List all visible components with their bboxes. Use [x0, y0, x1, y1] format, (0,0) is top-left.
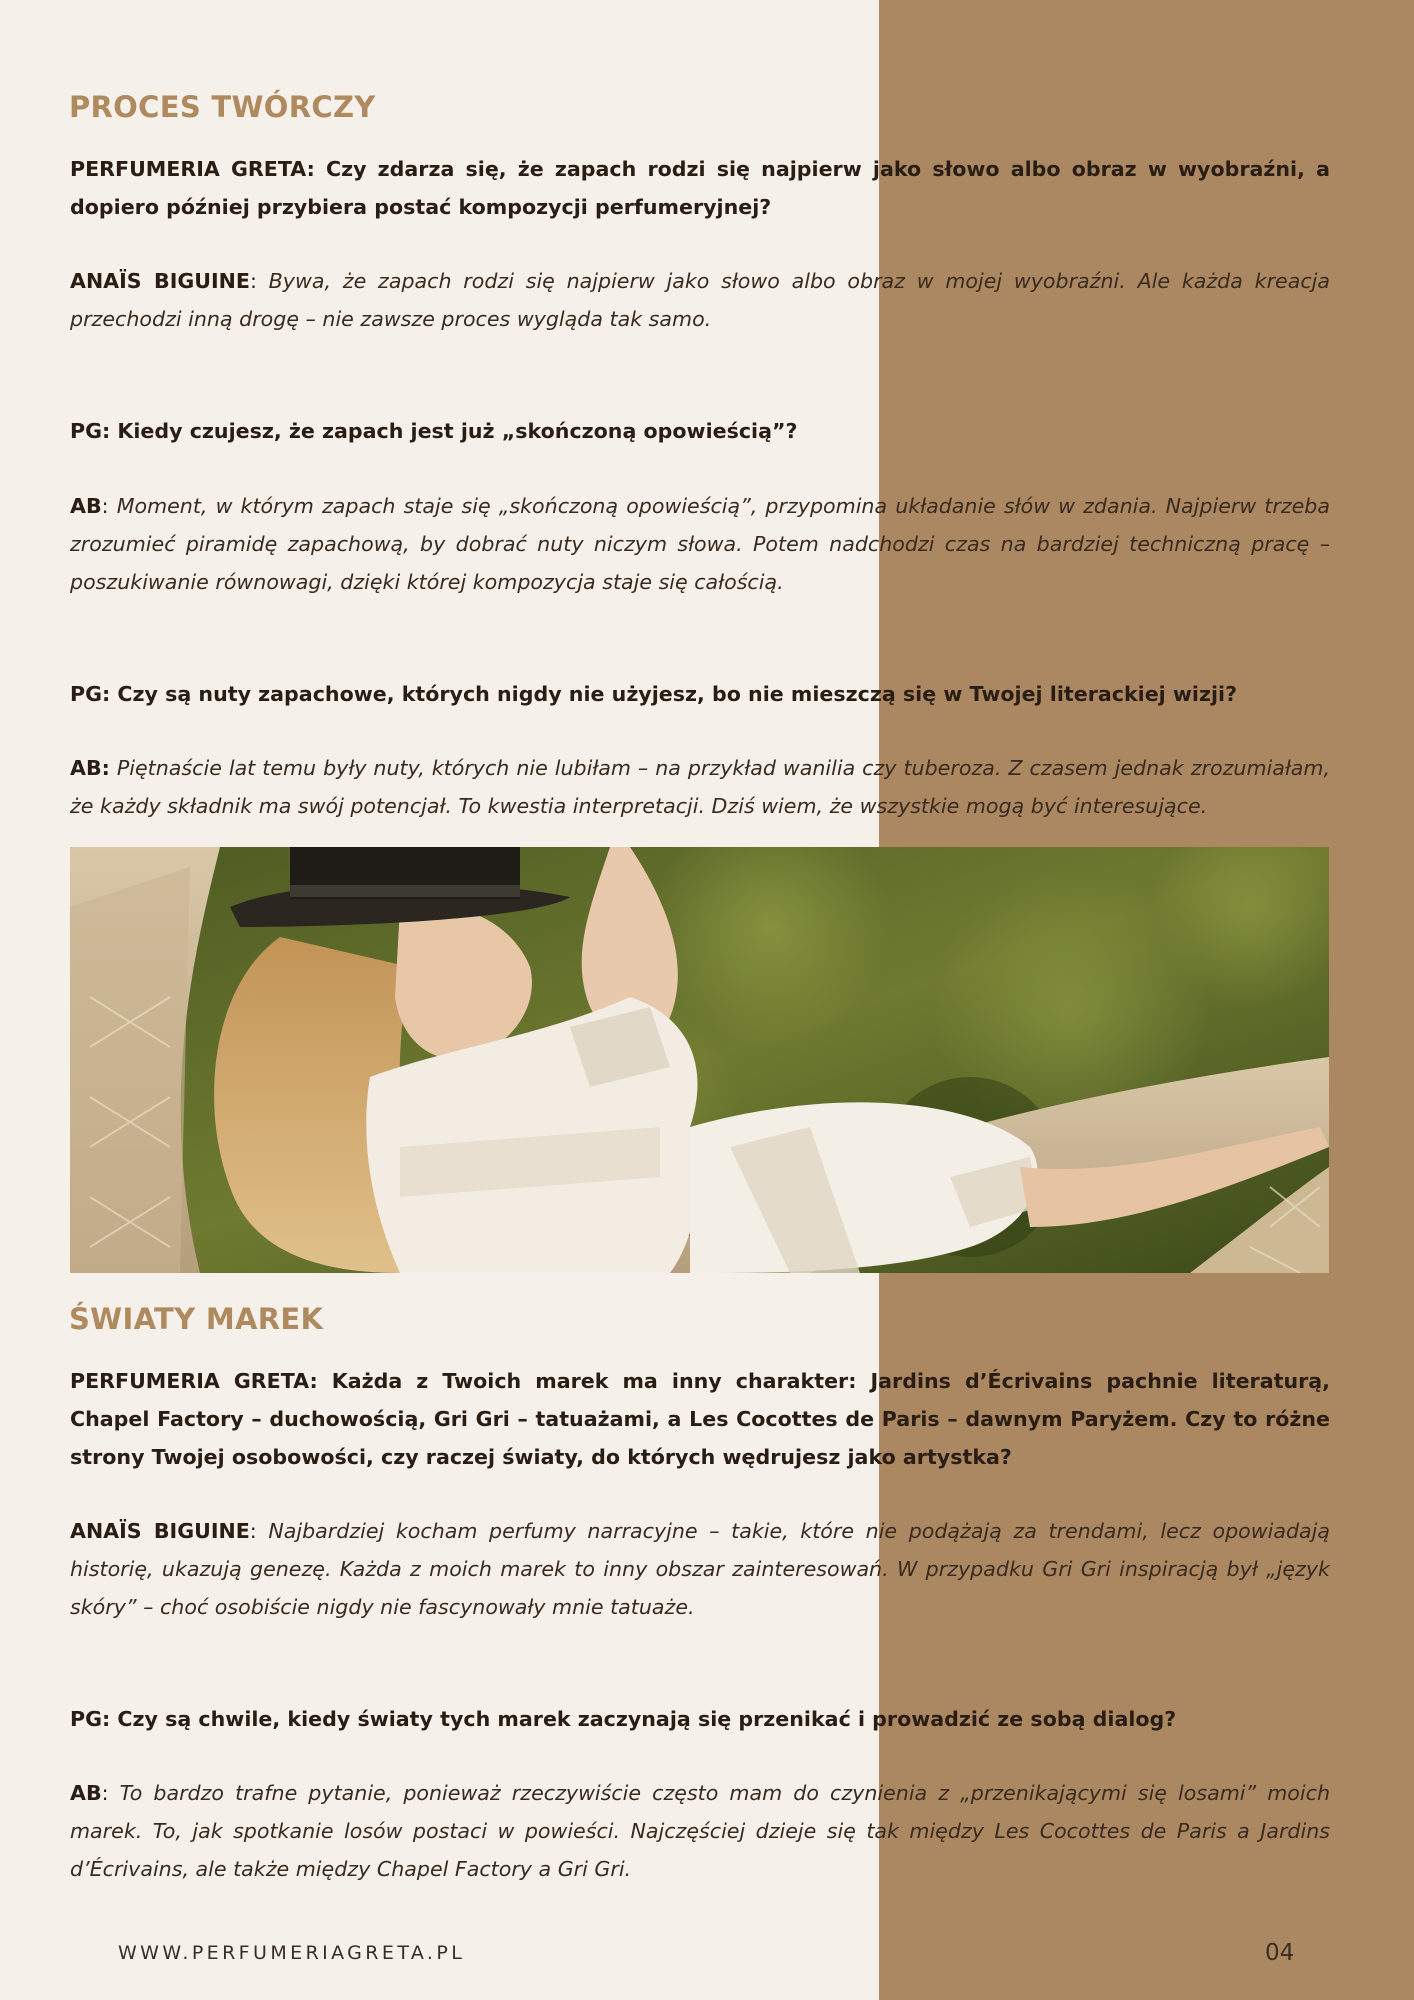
- section-heading-brand-worlds: ŚWIATY MAREK: [69, 1302, 324, 1336]
- answer-5: AB: To bardzo trafne pytanie, ponieważ rzeczywiście często mam do czynienia z „przenikającymi się losami” moich marek. To, jak spotkanie losów postaci w powieści. Najczęściej dzieje się tak między Les Cocottes de Paris a Jardins d’Écrivains, ale także między Chapel Factory a Gri Gri.: [70, 1781, 1330, 1881]
- answer-4: ANAÏS BIGUINE: Najbardziej kocham perfumy narracyjne – takie, które nie podążają za trendami, lecz opowiadają historię, ukazują genezę. Każda z moich marek to inny obszar zainteresowań. W przypadku Gri Gri inspiracją był „język skóry” – choć osobiście nigdy nie fascynowały mnie tatuaże.: [70, 1519, 1330, 1619]
- answer-2: AB: Moment, w którym zapach staje się „skończoną opowieścią”, przypomina układanie słów w zdania. Najpierw trzeba zrozumieć piramidę zapachową, by dobrać nuty niczym słowa. Potem nadchodzi czas na bardziej techniczną pracę – poszukiwanie równowagi, dzięki której kompozycja staje się całością.: [70, 494, 1330, 594]
- section-heading-creative-process: PROCES TWÓRCZY: [69, 90, 376, 124]
- answer-text: Moment, w którym zapach staje się „skończoną opowieścią”, przypomina układanie słów w zdania. Najpierw trzeba zrozumieć piramidę zapachową, by dobrać nuty niczym słowa. Potem nadchodzi czas na bardziej techniczną pracę – poszukiwanie równowagi, dzięki której kompozycja staje się całością.: [70, 494, 1330, 594]
- answer-text: Bywa, że zapach rodzi się najpierw jako słowo albo obraz w mojej wyobraźni. Ale każda kreacja przechodzi inną drogę – nie zawsze proces wygląda tak samo.: [70, 269, 1330, 331]
- answer-3: [70, 749, 1330, 825]
- answer-speaker: AB:: [70, 756, 110, 780]
- answer-speaker: AB: [70, 1781, 102, 1805]
- photo-illustration: [70, 847, 1329, 1273]
- photo-woman-in-hammock: [70, 847, 1329, 1273]
- answer-text: Najbardziej kocham perfumy narracyjne – takie, które nie podążają za trendami, lecz opowiadają historię, ukazują genezę. Każda z moich marek to inny obszar zainteresowań. W przypadku Gri Gri inspiracją był „język skóry” – choć osobiście nigdy nie fascynowały mnie tatuaże.: [70, 1519, 1330, 1619]
- answer-speaker: AB: [70, 494, 102, 518]
- answer-speaker: ANAÏS BIGUINE: [70, 269, 250, 293]
- footer-website-url: WWW.PERFUMERIAGRETA.PL: [118, 1942, 466, 1964]
- answer-speaker: ANAÏS BIGUINE: [70, 1519, 250, 1543]
- answer-text: Piętnaście lat temu były nuty, których nie lubiłam – na przykład wanilia czy tuberoza. Z czasem jednak zrozumiałam, że każdy składnik ma swój potencjał. To kwestia interpretacji. Dziś wiem, że wszystkie mogą być interesujące.: [70, 756, 1330, 818]
- question-1: PERFUMERIA GRETA: Czy zdarza się, że zapach rodzi się najpierw jako słowo albo obraz w wyobraźni, a dopiero później przybiera postać kompozycji perfumeryjnej?: [70, 157, 1330, 219]
- page-number: 04: [1265, 1940, 1295, 1966]
- question-4: PERFUMERIA GRETA: Każda z Twoich marek ma inny charakter: Jardins d’Écrivains pachnie literaturą, Chapel Factory – duchowością, Gri Gri – tatuażami, a Les Cocottes de Paris – dawnym Paryżem. Czy to różne strony Twojej osobowości, czy raczej światy, do których wędrujesz jako artystka?: [70, 1369, 1330, 1469]
- question-2: PG: Kiedy czujesz, że zapach jest już „skończoną opowieścią”?: [70, 419, 798, 443]
- question-5: PG: Czy są chwile, kiedy światy tych marek zaczynają się przenikać i prowadzić ze sobą dialog?: [70, 1707, 1177, 1731]
- answer-text: To bardzo trafne pytanie, ponieważ rzeczywiście często mam do czynienia z „przenikającymi się losami” moich marek. To, jak spotkanie losów postaci w powieści. Najczęściej dzieje się tak między Les Cocottes de Paris a Jardins d’Écrivains, ale także między Chapel Factory a Gri Gri.: [70, 1781, 1330, 1881]
- question-3: PG: Czy są nuty zapachowe, których nigdy nie użyjesz, bo nie mieszczą się w Twojej literackiej wizji?: [70, 682, 1238, 706]
- answer-1: ANAÏS BIGUINE: Bywa, że zapach rodzi się najpierw jako słowo albo obraz w mojej wyobraźni. Ale każda kreacja przechodzi inną drogę – nie zawsze proces wygląda tak samo.: [70, 269, 1330, 331]
